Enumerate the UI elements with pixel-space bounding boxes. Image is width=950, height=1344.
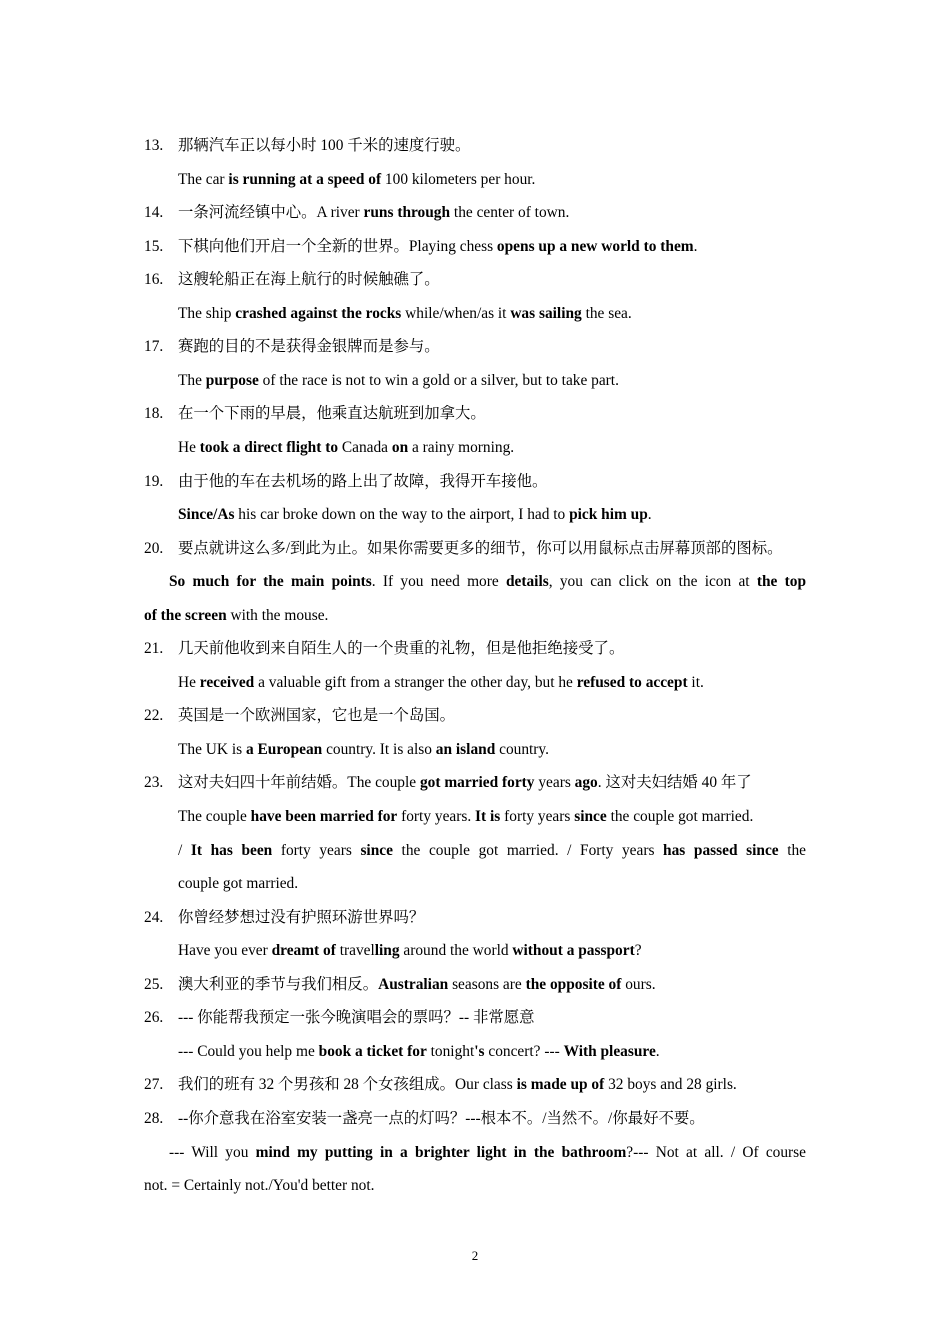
- item-text: --你介意我在浴室安装一盏亮一点的灯吗？---根本不。/当然不。/你最好不要。: [178, 1110, 705, 1127]
- text-run: travel: [335, 942, 375, 959]
- item-english-line: [178, 841, 806, 861]
- item-text: 由于他的车在去机场的路上出了故障，我得开车接他。: [178, 473, 548, 490]
- text-run: years: [534, 774, 575, 791]
- text-run: He: [178, 439, 200, 456]
- text-run: --- Could you help me: [178, 1043, 319, 1060]
- bold-phrase: on: [391, 439, 409, 456]
- text-run: country. It is also: [322, 741, 436, 758]
- bold-phrase: the opposite of: [525, 976, 622, 993]
- text-run: ?: [634, 942, 642, 959]
- bold-phrase: is running at a speed of: [228, 171, 382, 188]
- text-run: . 这对夫妇结婚 40 年了: [597, 774, 752, 791]
- text-run: The couple: [178, 808, 251, 825]
- bold-phrase: since: [574, 808, 607, 825]
- item-text: 要点就讲这么多/到此为止。如果你需要更多的细节，你可以用鼠标点击屏幕顶部的图标。: [178, 540, 783, 557]
- text-run: couple got married.: [178, 875, 299, 892]
- bold-phrase: details: [505, 573, 549, 590]
- item-english-line: [178, 874, 806, 894]
- text-run: The car: [178, 171, 229, 188]
- bold-phrase: So much for the main points: [169, 573, 372, 590]
- text-run: 这对夫妇四十年前结婚。The couple: [178, 774, 420, 791]
- item-english-line: [178, 941, 806, 961]
- text-run: .: [655, 1043, 660, 1060]
- text-run: The ship: [178, 305, 236, 322]
- text-run: of the race is not to win a gold or a silver, but to take part.: [258, 372, 619, 389]
- bold-phrase: have been married for: [250, 808, 398, 825]
- text-run: /: [178, 842, 191, 859]
- bold-phrase: is made up of: [516, 1076, 605, 1093]
- text-run: the couple got married.: [606, 808, 754, 825]
- bold-phrase: a European: [245, 741, 323, 758]
- item-text: 几天前他收到来自陌生人的一个贵重的礼物，但是他拒绝接受了。: [178, 640, 625, 657]
- item-number: 23.: [144, 774, 164, 791]
- bold-phrase: dreamt of: [271, 942, 336, 959]
- item-text: 你曾经梦想过没有护照环游世界吗？: [178, 909, 425, 926]
- item-text: [178, 975, 656, 995]
- item-number: 15.: [144, 238, 164, 255]
- text-run: .: [647, 506, 652, 523]
- item-text: 赛跑的目的不是获得金银牌而是参与。: [178, 338, 440, 355]
- text-run: 100 kilometers per hour.: [381, 171, 536, 188]
- text-run: 澳大利亚的季节与我们相反。: [178, 976, 379, 993]
- text-run: tonight: [426, 1043, 475, 1060]
- text-run: Have you ever: [178, 942, 272, 959]
- bold-phrase: runs through: [363, 204, 451, 221]
- item-number: 24.: [144, 909, 164, 926]
- bold-phrase: Since/As: [178, 506, 235, 523]
- text-run: forty years.: [397, 808, 476, 825]
- bold-phrase: opens up a new world to them: [496, 238, 694, 255]
- item-english-line: [178, 740, 806, 760]
- text-run: the center of town.: [450, 204, 570, 221]
- text-run: ?--- Not at all. / Of course: [626, 1144, 806, 1161]
- text-run: The UK is: [178, 741, 246, 758]
- item-text: 在一个下雨的早晨，他乘直达航班到加拿大。: [178, 405, 486, 422]
- item-number: 25.: [144, 976, 164, 993]
- text-run: forty years: [272, 842, 361, 859]
- bold-phrase: mind my putting in a brighter light in the bathroom: [255, 1144, 627, 1161]
- text-run: .: [693, 238, 698, 255]
- item-number: 28.: [144, 1110, 164, 1127]
- item-english-line: [144, 1176, 806, 1196]
- bold-phrase: 's: [474, 1043, 485, 1060]
- item-english-line: [178, 304, 806, 324]
- item-text: [178, 203, 569, 223]
- item-text: [178, 773, 752, 793]
- text-run: while/when/as it: [401, 305, 511, 322]
- item-text: [178, 1075, 737, 1095]
- bold-phrase: was sailing: [510, 305, 582, 322]
- item-number: 13.: [144, 137, 164, 154]
- bold-phrase: ling: [374, 942, 400, 959]
- text-run: 下棋向他们开启一个全新的世界。Playing chess: [178, 238, 497, 255]
- item-english-line: [178, 1042, 806, 1062]
- item-number: 26.: [144, 1009, 164, 1026]
- item-number: 21.: [144, 640, 164, 657]
- text-run: the couple got married. / Forty years: [392, 842, 664, 859]
- text-run: concert? ---: [484, 1043, 564, 1060]
- item-text: --- 你能帮我预定一张今晚演唱会的票吗？-- 非常愿意: [178, 1009, 535, 1026]
- item-english-line: [169, 1143, 806, 1163]
- item-english-line: [178, 170, 806, 190]
- text-run: the: [778, 842, 807, 859]
- text-run: 我们的班有 32 个男孩和 28 个女孩组成。Our class: [178, 1076, 517, 1093]
- item-number: 19.: [144, 473, 164, 490]
- item-english-line: [178, 505, 806, 525]
- item-text: [178, 237, 697, 257]
- text-run: not. = Certainly not./You'd better not.: [144, 1177, 375, 1194]
- text-run: 一条河流经镇中心。A river: [178, 204, 364, 221]
- text-run: , you can click on the icon at: [548, 573, 757, 590]
- bold-phrase: since: [360, 842, 393, 859]
- page-number: 2: [471, 1248, 479, 1263]
- bold-phrase: With pleasure: [563, 1043, 656, 1060]
- bold-phrase: took a direct flight to: [199, 439, 339, 456]
- bold-phrase: got married forty: [419, 774, 535, 791]
- text-run: The: [178, 372, 206, 389]
- text-run: around the world: [399, 942, 513, 959]
- bold-phrase: pick him up: [569, 506, 648, 523]
- item-english-line: [169, 572, 806, 592]
- text-run: the sea.: [581, 305, 632, 322]
- item-english-line: [144, 606, 806, 626]
- bold-phrase: It is: [475, 808, 501, 825]
- text-run: . If you need more: [371, 573, 506, 590]
- text-run: country.: [495, 741, 549, 758]
- item-number: 20.: [144, 540, 164, 557]
- bold-phrase: It has been: [190, 842, 273, 859]
- item-english-line: [178, 371, 806, 391]
- item-number: 17.: [144, 338, 164, 355]
- bold-phrase: crashed against the rocks: [235, 305, 402, 322]
- text-run: with the mouse.: [226, 607, 329, 624]
- bold-phrase: the top: [756, 573, 807, 590]
- bold-phrase: an island: [435, 741, 496, 758]
- text-run: a valuable gift from a stranger the other day, but he: [254, 674, 577, 691]
- bold-phrase: book a ticket for: [318, 1043, 427, 1060]
- text-run: his car broke down on the way to the airport, I had to: [234, 506, 570, 523]
- text-run: a rainy morning.: [408, 439, 515, 456]
- text-run: --- Will you: [169, 1144, 256, 1161]
- text-run: seasons are: [448, 976, 526, 993]
- text-run: it.: [687, 674, 704, 691]
- bold-phrase: Australian: [378, 976, 449, 993]
- item-text: 英国是一个欧洲国家，它也是一个岛国。: [178, 707, 456, 724]
- item-number: 16.: [144, 271, 164, 288]
- item-english-line: [178, 438, 806, 458]
- bold-phrase: purpose: [205, 372, 259, 389]
- text-run: ours.: [621, 976, 656, 993]
- bold-phrase: refused to accept: [576, 674, 688, 691]
- bold-phrase: ago: [574, 774, 598, 791]
- item-number: 22.: [144, 707, 164, 724]
- item-english-line: [178, 673, 806, 693]
- bold-phrase: of the screen: [144, 607, 227, 624]
- item-number: 18.: [144, 405, 164, 422]
- item-number: 27.: [144, 1076, 164, 1093]
- text-run: 32 boys and 28 girls.: [604, 1076, 737, 1093]
- text-run: forty years: [500, 808, 575, 825]
- text-run: He: [178, 674, 200, 691]
- bold-phrase: without a passport: [512, 942, 635, 959]
- item-text: 那辆汽车正以每小时 100 千米的速度行驶。: [178, 137, 471, 154]
- bold-phrase: has passed since: [663, 842, 779, 859]
- item-text: 这艘轮船正在海上航行的时候触礁了。: [178, 271, 440, 288]
- item-english-line: [178, 807, 806, 827]
- item-number: 14.: [144, 204, 164, 221]
- bold-phrase: received: [199, 674, 255, 691]
- text-run: Canada: [338, 439, 392, 456]
